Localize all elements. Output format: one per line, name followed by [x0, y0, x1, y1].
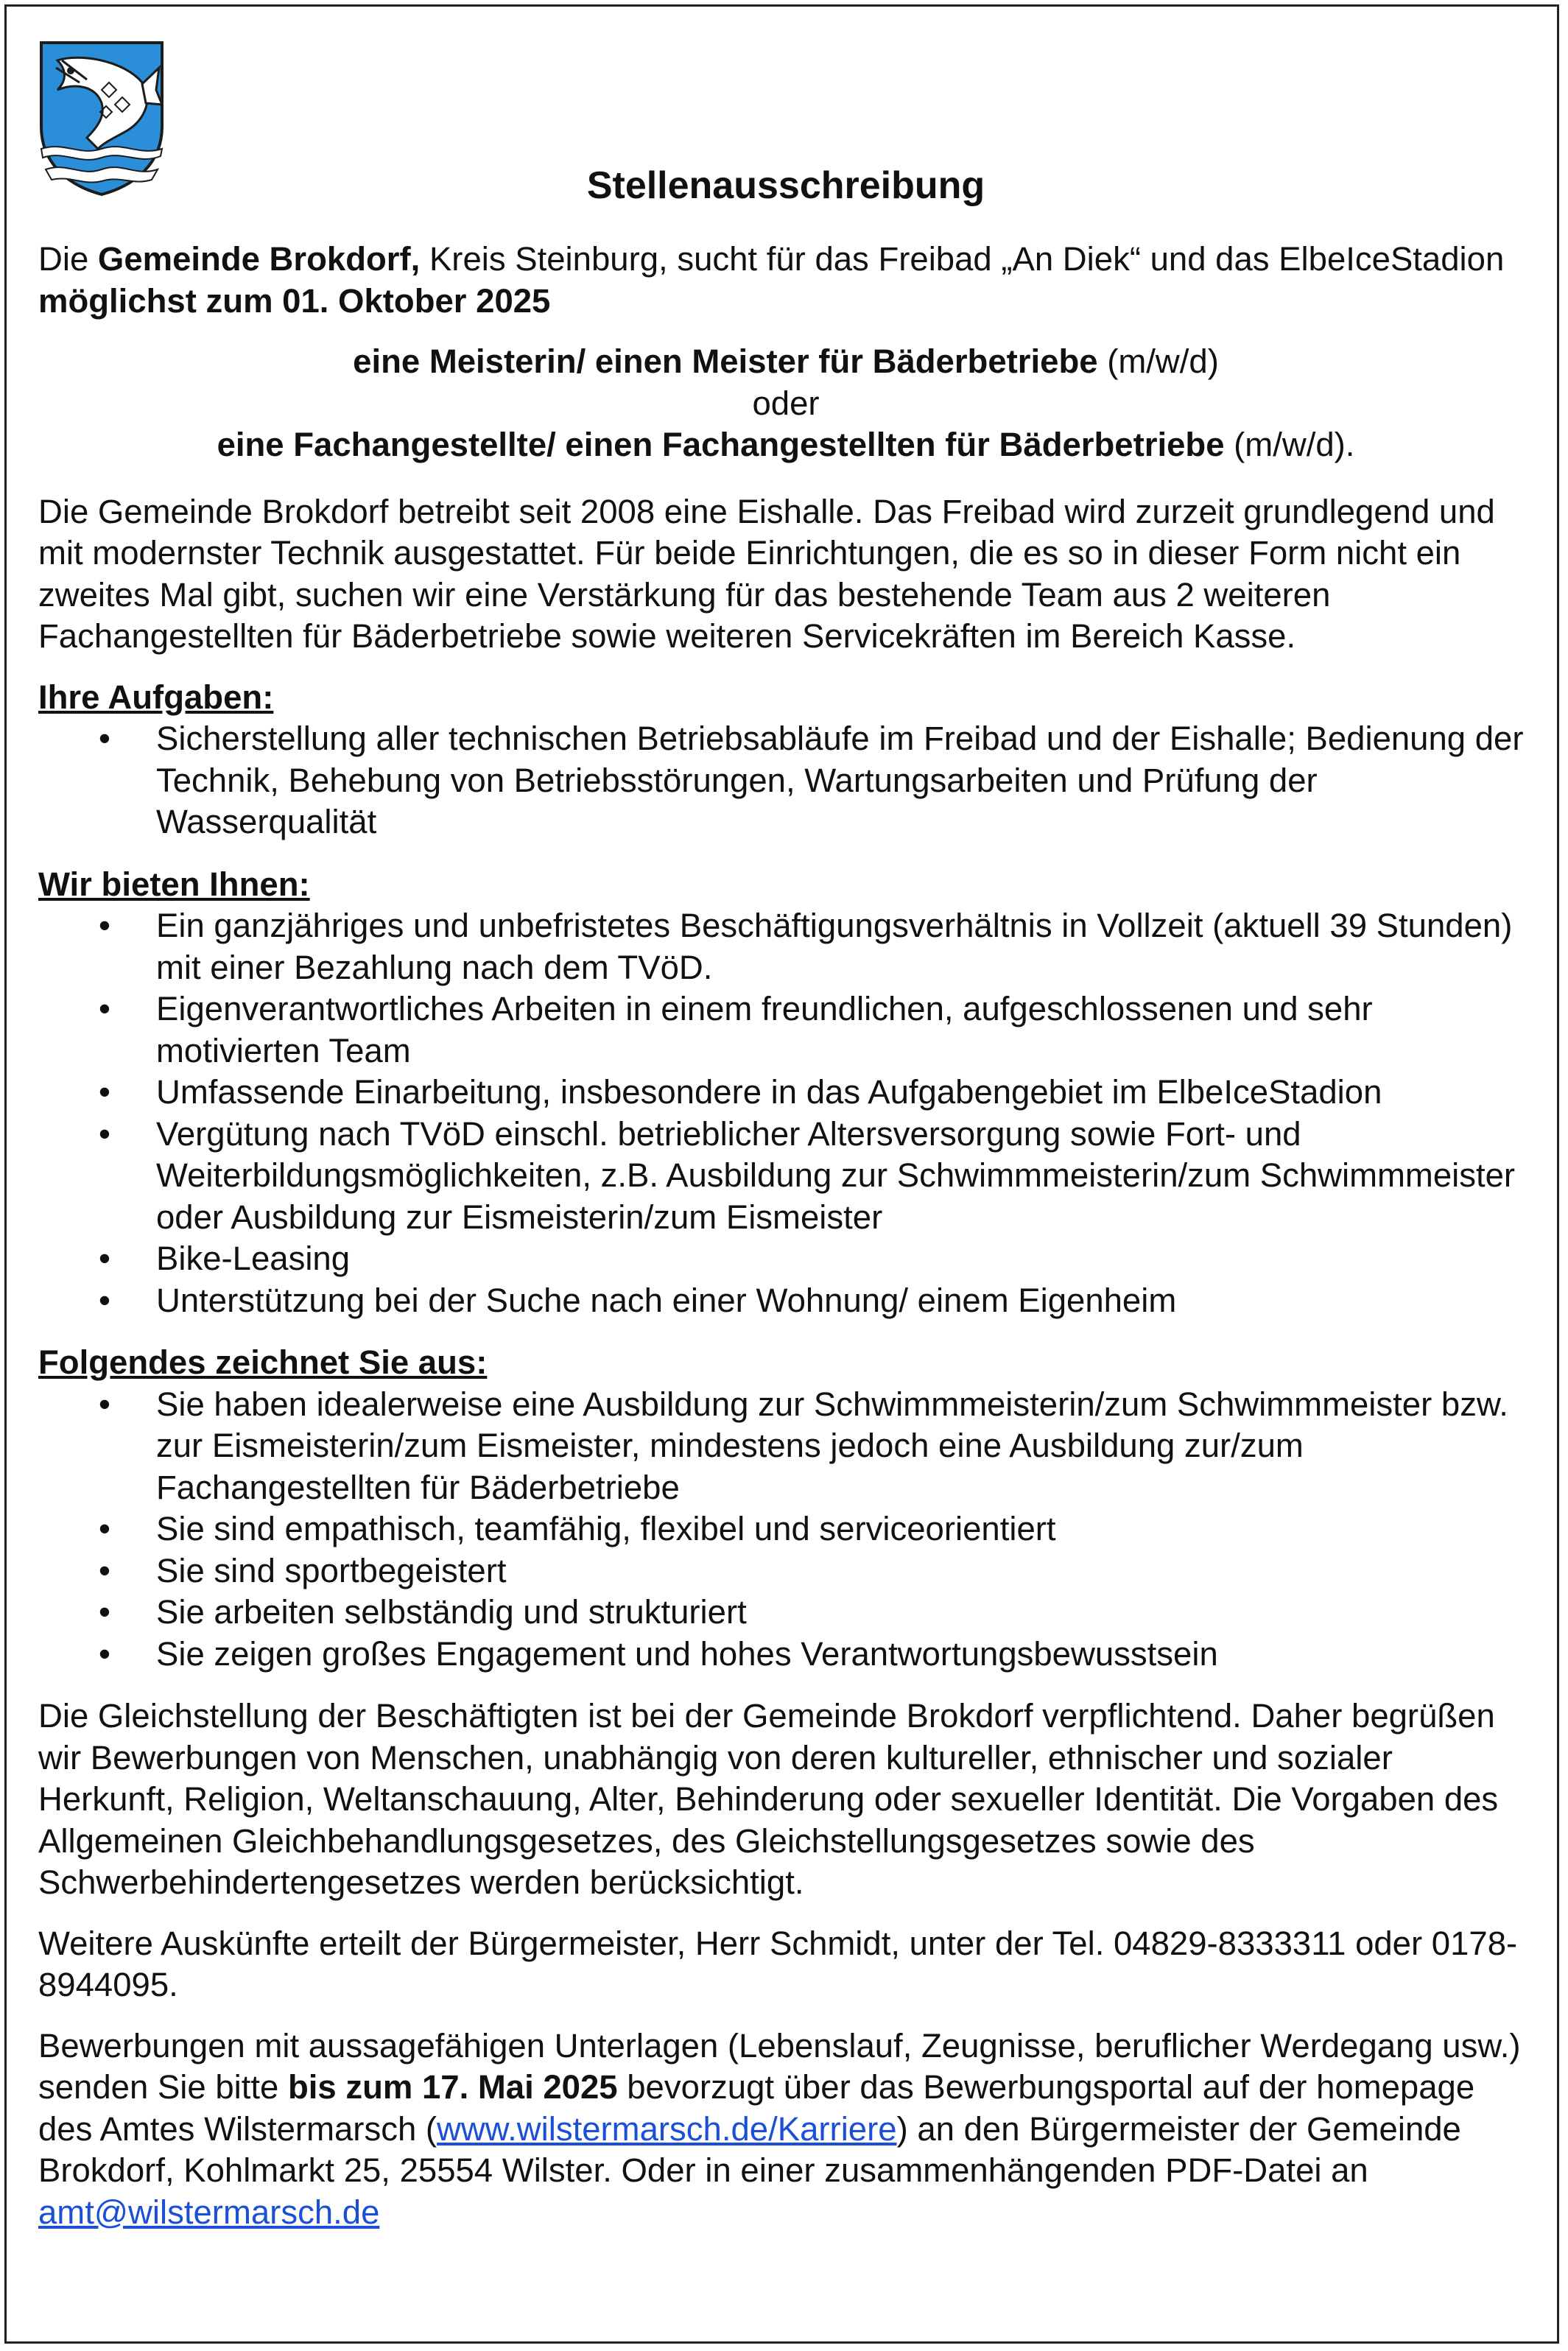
list-item: • Bike-Leasing: [38, 1238, 1533, 1280]
contact-paragraph: Weitere Auskünfte erteilt der Bürgermeister, Herr Schmidt, unter der Tel. 04829-8333311 oder 0178-8944095.: [38, 1924, 1518, 2003]
offer-list: [38, 905, 1533, 1321]
career-portal-link[interactable]: www.wilstermarsch.de/Karriere: [437, 2109, 897, 2148]
list-item: • Sie sind sportbegeistert: [38, 1550, 1533, 1592]
start-date: möglichst zum 01. Oktober 2025: [38, 281, 551, 320]
position-separator: oder: [752, 384, 820, 422]
deadline: bis zum 17. Mai 2025: [287, 2068, 618, 2106]
list-item: • Vergütung nach TVöD einschl. betrieblicher Altersversorgung sowie Fort- und Weiterbildungsmöglichkeiten, z.B. Ausbildung zur Schwimmmeisterin/zum Schwimmmeister oder Ausbildung zur Eismeisterin/zum Eismeister: [38, 1114, 1533, 1239]
offer-heading: Wir bieten Ihnen:: [38, 865, 310, 903]
tasks-heading: Ihre Aufgaben:: [38, 678, 274, 716]
description-paragraph: Die Gemeinde Brokdorf betreibt seit 2008 eine Eishalle. Das Freibad wird zurzeit grundlegend und mit modernster Technik ausgestattet. Für beide Einrichtungen, die es so in dieser Form nicht ein zweites Mal gibt, suchen wir eine Verstärkung für das bestehende Team aus 2 weiteren Fachangestellten für Bäderbetriebe sowie weiteren Servicekräften im Bereich Kasse.: [38, 492, 1495, 655]
list-item: • Sie sind empathisch, teamfähig, flexibel und serviceorientiert: [38, 1508, 1533, 1550]
intro-paragraph: Die Gemeinde Brokdorf, Kreis Steinburg, sucht für das Freibad „An Diek“ und das ElbeIceStadion möglichst zum 01. Oktober 2025: [38, 240, 1505, 320]
employer-name: Gemeinde Brokdorf,: [97, 240, 421, 278]
document-body: [38, 147, 1533, 2252]
list-item: • Sie zeigen großes Engagement und hohes Verantwortungsbewusstsein: [38, 1634, 1533, 1676]
position-specialist: eine Fachangestellte/ einen Fachangestellten für Bäderbetriebe (m/w/d).: [217, 426, 1355, 463]
list-item: • Ein ganzjähriges und unbefristetes Beschäftigungsverhältnis in Vollzeit (aktuell 39 Stunden) mit einer Bezahlung nach dem TVöD.: [38, 905, 1533, 988]
list-item: • Sie arbeiten selbständig und strukturiert: [38, 1592, 1533, 1634]
positions-block: [38, 341, 1533, 466]
list-item: • Sicherstellung aller technischen Betriebsabläufe im Freibad und der Eishalle; Bedienung der Technik, Behebung von Betriebsstörungen, Wartungsarbeiten und Prüfung der Wasserqualität: [38, 718, 1533, 843]
list-item: • Sie haben idealerweise eine Ausbildung zur Schwimmmeisterin/zum Schwimmmeister bzw. zur Eismeisterin/zum Eismeister, mindestens jedoch eine Ausbildung zur/zum Fachangestellten für Bäderbetriebe: [38, 1384, 1533, 1509]
list-item: • Umfassende Einarbeitung, insbesondere in das Aufgabengebiet im ElbeIceStadion: [38, 1072, 1533, 1114]
profile-list: [38, 1384, 1533, 1676]
tasks-list: [38, 718, 1533, 843]
equality-paragraph: Die Gleichstellung der Beschäftigten ist bei der Gemeinde Brokdorf verpflichtend. Daher begrüßen wir Bewerbungen von Menschen, unabhängig von deren kultureller, ethnischer und sozialer Herkunft, Religion, Weltanschauung, Alter, Behinderung oder sexueller Identität. Die Vorgaben des Allgemeinen Gleichbehandlungsgesetzes, des Gleichstellungsgesetzes sowie des Schwerbehindertengesetzes werden berücksichtigt.: [38, 1697, 1499, 1901]
list-item: • Eigenverantwortliches Arbeiten in einem freundlichen, aufgeschlossenen und sehr motivierten Team: [38, 988, 1533, 1072]
application-paragraph: Bewerbungen mit aussagefähigen Unterlagen (Lebenslauf, Zeugnisse, beruflicher Werdegang usw.) senden Sie bitte bis zum 17. Mai 2025 bevorzugt über das Bewerbungsportal auf der homepage des Amtes Wilstermarsch (www.wilstermarsch.de/Karriere) an den Bürgermeister der Gemeinde Brokdorf, Kohlmarkt 25, 25554 Wilster. Oder in einer zusammenhängenden PDF-Datei an amt@wilstermarsch.de: [38, 2026, 1521, 2231]
profile-heading: Folgendes zeichnet Sie aus:: [38, 1343, 488, 1381]
list-item: • Unterstützung bei der Suche nach einer Wohnung/ einem Eigenheim: [38, 1280, 1533, 1322]
position-master: eine Meisterin/ einen Meister für Bäderbetriebe (m/w/d): [353, 342, 1219, 380]
email-link[interactable]: amt@wilstermarsch.de: [38, 2193, 380, 2231]
page-title: Stellenausschreibung: [586, 164, 985, 207]
